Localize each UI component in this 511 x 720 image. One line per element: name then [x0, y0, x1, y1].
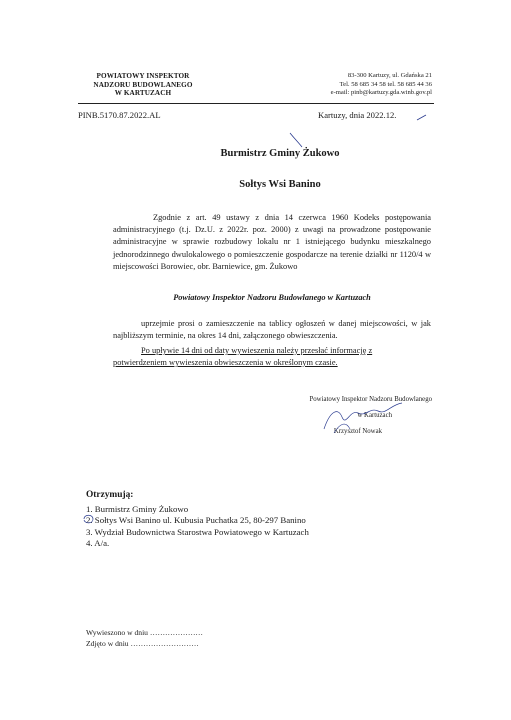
pen-circle-mark: [82, 512, 96, 526]
removed-date-line: Zdjęto w dniu ………………………: [86, 638, 199, 648]
note-line: potwierdzeniem wywieszenia obwieszczenia w określonym czasie.: [113, 358, 338, 367]
recipient-item: 2. Sołtys Wsi Banino ul. Kubusia Puchatka 25, 80-297 Banino: [86, 515, 306, 526]
inspector-heading: Powiatowy Inspektor Nadzoru Budowlanego w Kartuzach: [173, 293, 371, 302]
note-line: Po upływie 14 dni od daty wywieszenia należy przesłać informację z: [141, 346, 373, 355]
recipients-section: [86, 490, 406, 550]
signature-location: w Kartuzach: [357, 412, 392, 419]
issuer-header: [78, 72, 208, 98]
body-text: Zgodnie z art. 49 ustawy z dnia 14 czerwca 1960 Kodeks postępowania administracyjnego (t.j. Dz.U. z 2022r. poz. 2000) z uwagi na prowadzone postępowanie administracyjne w sprawie rozbudowy lokalu nr 1 istniejącego budynku mieszkalnego jednorodzinnego dwulokalowego o pomieszczenie gospodarcze na terenie działki nr 1120/4 w miejscowości Borowiec, obr. Barniewice, gm. Żukowo: [113, 213, 431, 271]
recipients-title: Otrzymują:: [86, 490, 134, 500]
request-text: uprzejmie prosi o zamieszczenie na tablicy ogłoszeń w danej miejscowości, w jak najbliższym terminie, na okres 14 dni, załączonego obwieszczenia.: [113, 319, 431, 340]
deadline-note: [113, 345, 433, 369]
signature-name: Krzysztof Nowak: [333, 428, 382, 435]
contact-header: [280, 72, 432, 98]
addressee-mayor: Burmistrz Gminy Żukowo: [220, 148, 340, 159]
issuer-line: W KARTUZACH: [114, 89, 172, 98]
contact-email: e-mail: pinb@kartuzy.gda.winb.gov.pl: [330, 89, 432, 97]
posting-footer: [86, 628, 203, 649]
posted-date-line: Wywieszono w dniu …………………: [86, 628, 204, 637]
contact-address: 83-300 Kartuzy, ul. Gdańska 21: [347, 72, 432, 79]
document-date: Kartuzy, dnia 2022.12.: [318, 110, 397, 120]
addressee-village-head: Sołtys Wsi Banino: [239, 179, 321, 190]
recipient-item: 1. Burmistrz Gminy Żukowo: [86, 503, 189, 514]
reference-number: PINB.5170.87.2022.AL: [78, 110, 161, 120]
body-paragraph: [113, 212, 431, 273]
issuer-line: POWIATOWY INSPEKTOR: [96, 72, 190, 80]
pen-stroke-mark: [416, 111, 428, 123]
recipients-list: [86, 504, 406, 550]
handwritten-signature: [316, 399, 406, 439]
request-paragraph: [113, 318, 431, 342]
issuer-line: NADZORU BUDOWLANEGO: [93, 80, 193, 89]
contact-phone: Tel. 58 685 34 58 tel. 58 685 44 36: [339, 80, 432, 88]
recipient-item: 4. A/a.: [86, 538, 110, 549]
header-divider: [78, 103, 434, 104]
recipient-item: 3. Wydział Budownictwa Starostwa Powiatowego w Kartuzach: [86, 526, 309, 537]
signature-title: Powiatowy Inspektor Nadzoru Budowlanego: [309, 396, 432, 403]
